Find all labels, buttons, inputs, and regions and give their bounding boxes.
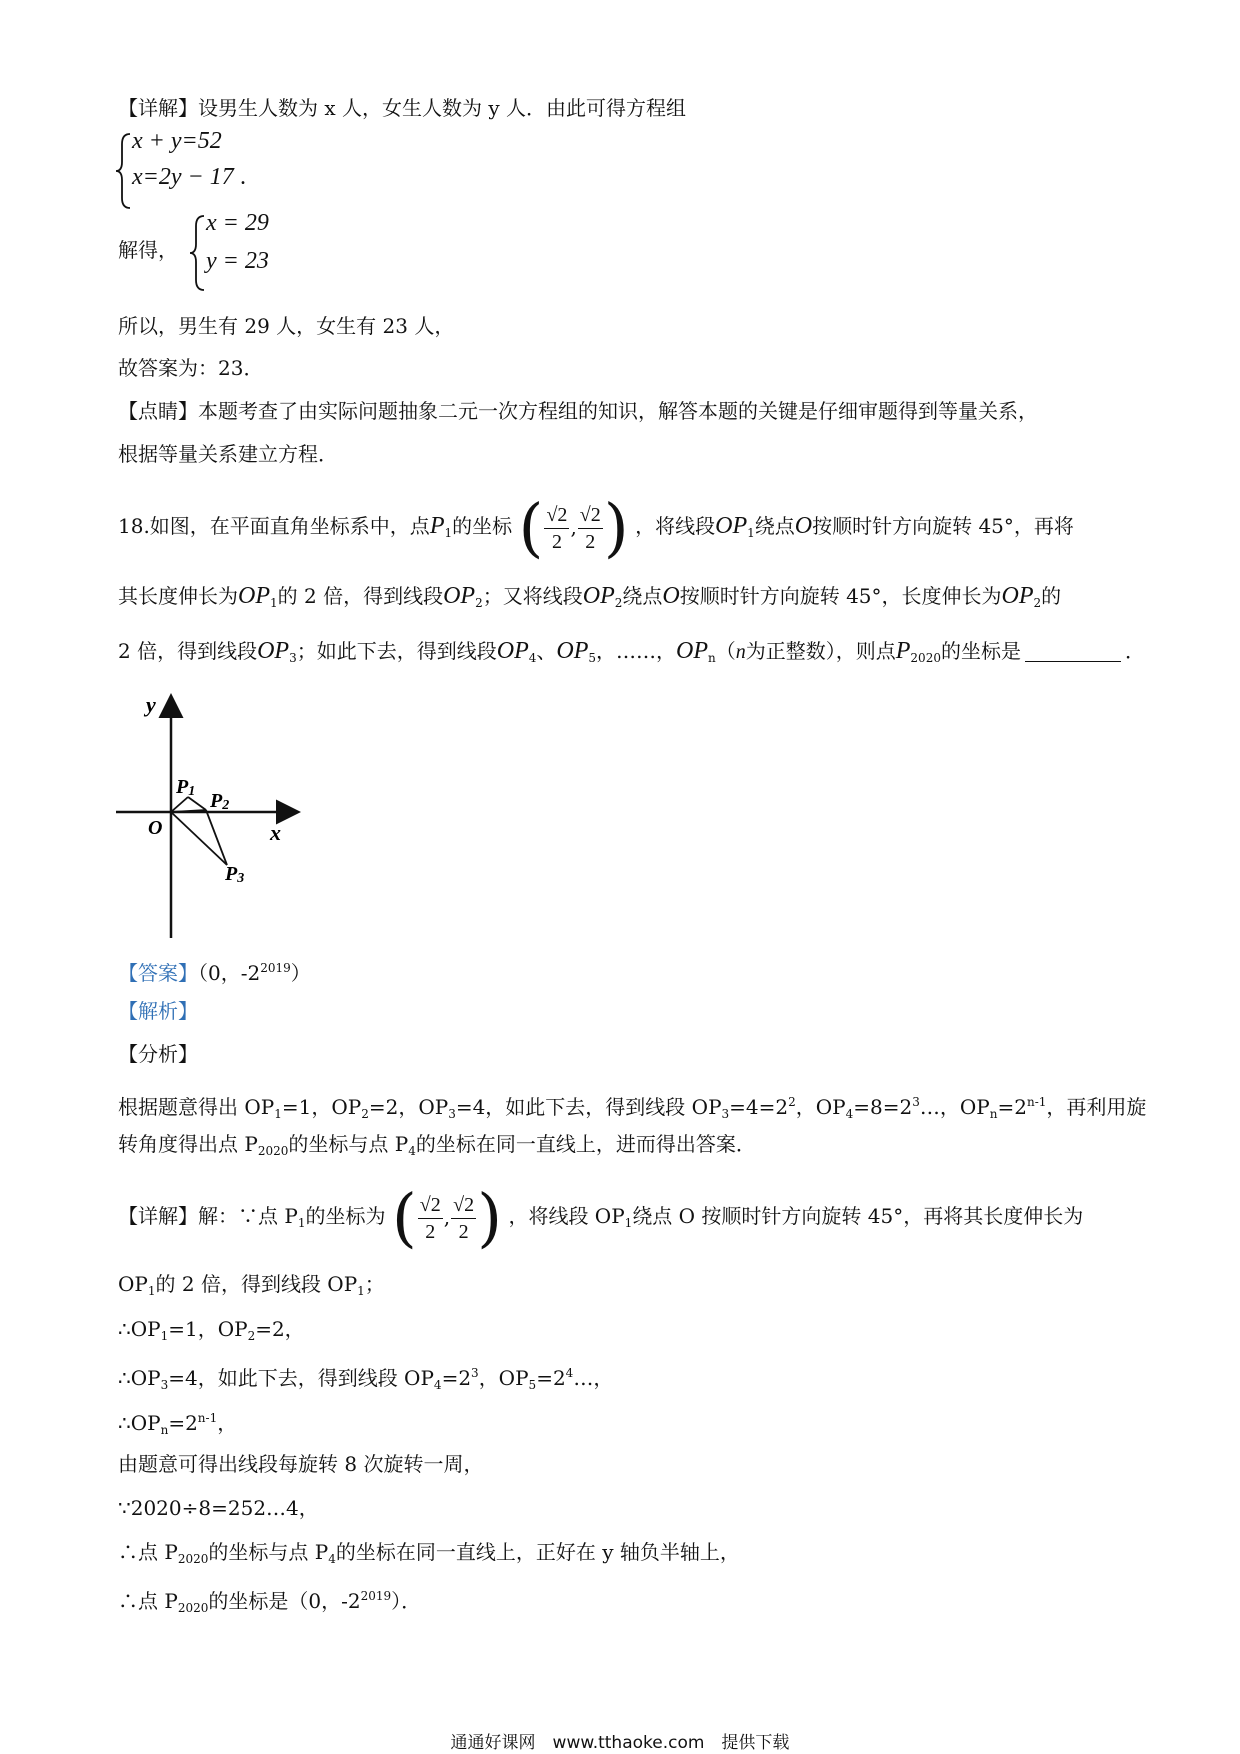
coordinate-figure [110, 690, 310, 950]
analysis-line-2: 转角度得出点 $P_{2020}$的坐标与点 $P_4$的坐标在同一直线上，进而得出答案． [118, 1132, 756, 1158]
q18-line-2: 其长度伸长为$OP_1$的 2 倍，得到线段$OP_2$；又将线段$OP_2$绕点O按顺时针方向旋转 45°，长度伸长为$OP_2$的 [118, 583, 1062, 610]
dianjing-label: 【点睛】 [118, 399, 198, 423]
detail2-line-2: $OP_1$的 2 倍，得到线段 $OP_1$； [118, 1272, 385, 1298]
fenxi-label: 【分析】 [118, 1042, 198, 1066]
p2-label: P2 [210, 790, 230, 813]
detail-line-1 [118, 94, 686, 122]
p1-coordinate: ( $\frac{√2}{2}$ , $\frac{√2}{2}$ ) [518, 491, 629, 566]
segment-p2p3 [206, 810, 227, 865]
solve-prefix: 解得， [118, 238, 178, 262]
so-line: 所以，男生有 29 人，女生有 23 人， [118, 314, 455, 338]
equation-2: x=2y − 17 [132, 164, 234, 190]
segment-op3 [171, 812, 227, 865]
q18-line-1: 18.如图，在平面直角坐标系中，点$P_1$的坐标 ( $\frac{√2}{2}$ , $\frac{√2}{2}$ ) ，将线段$OP_1$绕点O按顺时针方向旋转 45°，再将 [118, 491, 1074, 566]
equation-1: x + y=52 [132, 128, 222, 154]
detail2-line-1: 【详解】解：∵点 $P_1$的坐标为 ( $\frac{√2}{2}$ , $\frac{√2}{2}$ ) ，将线段 $OP_1$绕点 O 按顺时针方向旋转 45°，再将其长度伸长为 [118, 1181, 1084, 1256]
equation-period: . [240, 164, 246, 190]
dianjing-text-1: 本题考查了由实际问题抽象二元一次方程组的知识，解答本题的关键是仔细审题得到等量关系， [198, 399, 1038, 423]
solution-x: x = 29 [206, 210, 269, 236]
fraction: $\frac{√2}{2}$ [579, 503, 601, 553]
answer-label: 【答案】 [118, 961, 198, 985]
left-brace-1 [114, 132, 132, 210]
x-axis-label: x [270, 820, 281, 845]
page-footer: 通通好课网 www.tthaoke.com 提供下载 [450, 1733, 790, 1753]
detail2-line-6: 由题意可得出线段每旋转 8 次旋转一周， [118, 1452, 484, 1476]
jiexi-label: 【解析】 [118, 999, 198, 1023]
segment-op1 [171, 797, 188, 812]
detail2-line-3: $\therefore OP_1=1$，$OP_2=2$， [118, 1317, 305, 1343]
detail2-line-8: ∴点 $P_{2020}$的坐标与点 $P_4$的坐标在同一直线上，正好在 y 轴负半轴上， [118, 1540, 740, 1566]
y-axis-label: y [146, 692, 156, 717]
detail-text: 设男生人数为 x 人，女生人数为 y 人．由此可得方程组 [198, 96, 687, 120]
solution-y: y = 23 [206, 248, 269, 274]
p3-label: P3 [225, 863, 245, 886]
answer-block: 【答案】（0，$-2^{2019}$） [118, 961, 311, 985]
q18-line-3: 2 倍，得到线段$OP_3$；如此下去，得到线段$OP_4$、$OP_5$，……，$OP_n(n$为正整数），则点$P_{2020}$的坐标是 ． [118, 638, 1145, 665]
answer-line: 故答案为：23． [118, 356, 264, 380]
fraction: $\frac{√2}{2}$ [546, 503, 568, 553]
p1-label: P1 [176, 776, 196, 799]
detail2-line-7: ∵2020÷8=252…4， [118, 1496, 319, 1520]
p1-coordinate-2: ( $\frac{√2}{2}$ , $\frac{√2}{2}$ ) [391, 1181, 503, 1256]
dianjing-line-2: 根据等量关系建立方程． [118, 442, 338, 466]
analysis-line-1: 根据题意得出 $OP_1=1$，$OP_2=2$，$OP_3=4$，如此下去，得到线段 $OP_3=4=2^2$，$OP_4=8=2^3\dots$，$OP_n=2^{n-1}$，再利用旋 [118, 1095, 1147, 1121]
dianjing-line-1 [118, 397, 1038, 425]
origin-label: O [148, 817, 163, 839]
left-brace-2 [188, 214, 206, 292]
detail2-line-4: $\therefore OP_3=4$，如此下去，得到线段 $OP_4=2^3$，$OP_5=2^4\dots$， [118, 1366, 614, 1392]
detail2-line-5: $\therefore OP_n=2^{n-1}$， [118, 1411, 238, 1437]
detail-label: 【详解】 [118, 96, 198, 120]
detail2-line-9: ∴点 $P_{2020}$的坐标是（0，$-2^{2019}$）． [118, 1589, 422, 1615]
answer-blank [1025, 639, 1121, 662]
